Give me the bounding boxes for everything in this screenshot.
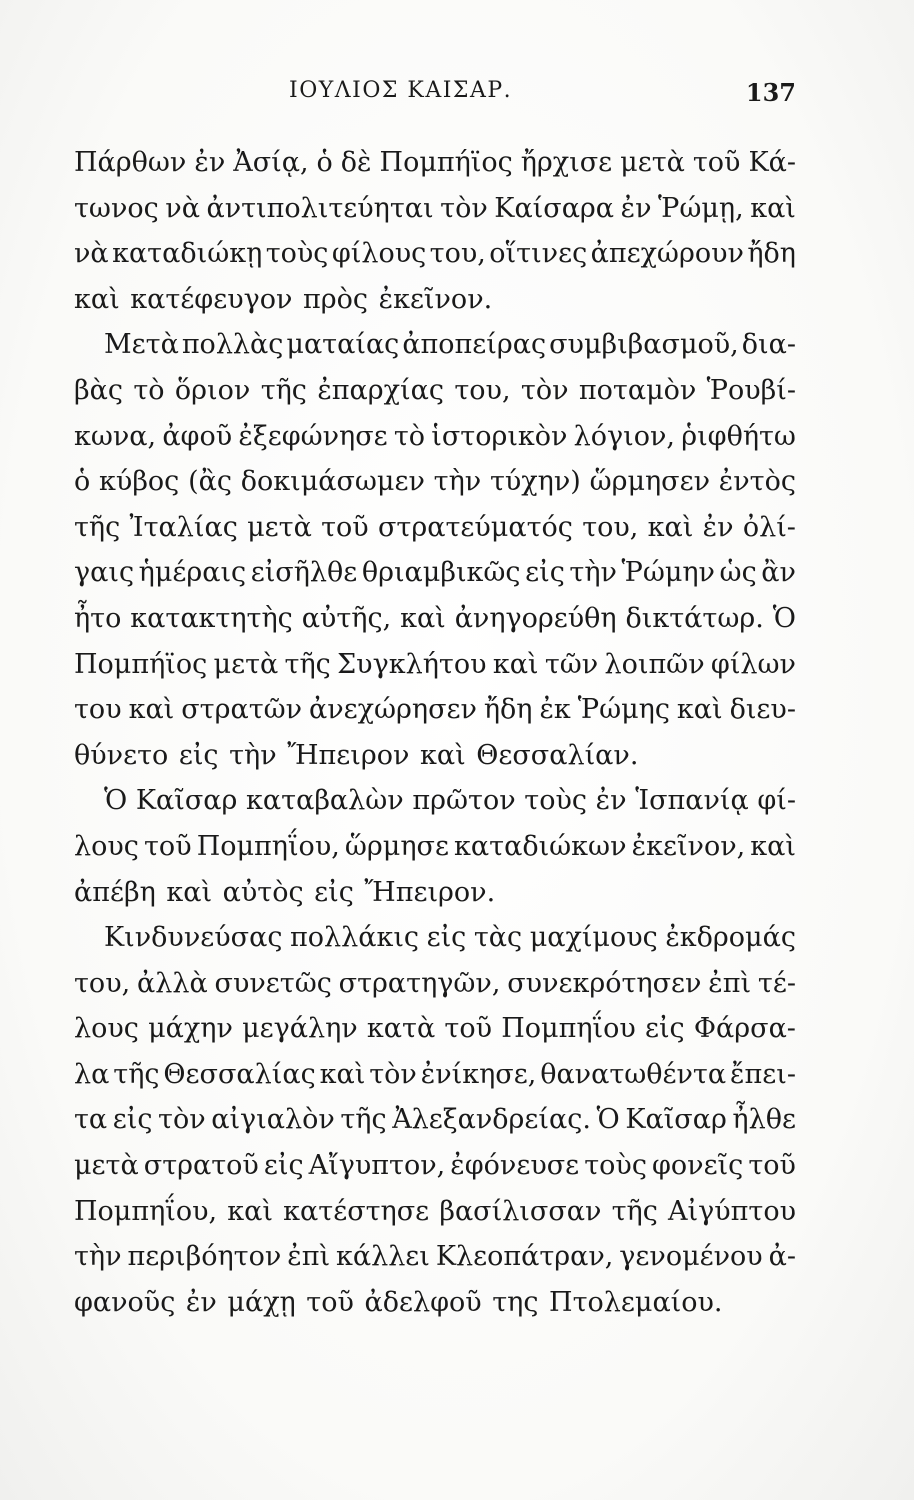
text-line: γαις ἡμέραις εἰσῆλθε θριαμβικῶς εἰς τὴν Ῥώμην ὡς ἂν [74, 557, 796, 589]
text-line: λους μάχην μεγάλην κατὰ τοῦ Πομπηΐου εἰς Φάρσα- [74, 1013, 796, 1045]
text-line: ἀπέβη καὶ αὐτὸς εἰς Ἤπειρον. [74, 876, 496, 908]
text-line: φανοῦς ἐν μάχῃ τοῦ ἀδελφοῦ της Πτολεμαίου. [74, 1286, 723, 1318]
text-line: καὶ κατέφευγον πρὸς ἐκεῖνον. [74, 283, 493, 315]
text-line: Πομπήϊος μετὰ τῆς Συγκλήτου καὶ τῶν λοιπῶν φίλων [74, 648, 796, 680]
paragraph [74, 778, 796, 915]
text-line: Κινδυνεύσας πολλάκις εἰς τὰς μαχίμους ἐκδρομάς [104, 922, 796, 954]
text-line: Πάρθων ἐν Ἀσίᾳ, ὁ δὲ Πομπήϊος ἤρχισε μετὰ τοῦ Κά- [74, 147, 796, 178]
text-line: του καὶ στρατῶν ἀνεχώρησεν ἤδη ἐκ Ῥώμης καὶ διευ- [74, 694, 796, 726]
paragraph [74, 915, 796, 1325]
text-line: λους τοῦ Πομπηΐου, ὥρμησε καταδιώκων ἐκεῖνον, καὶ [74, 830, 796, 862]
text-line: ἦτο κατακτητὴς αὐτῆς, καὶ ἀνηγορεύθη δικτάτωρ. Ὁ [74, 602, 796, 634]
body-text [74, 140, 796, 1325]
page-header [74, 78, 796, 118]
text-line: θύνετο εἰς τὴν Ἤπειρον καὶ Θεσσαλίαν. [74, 739, 639, 771]
text-line: ὁ κύβος (ἂς δοκιμάσωμεν τὴν τύχην) ὥρμησεν ἐντὸς [74, 466, 796, 498]
text-line: του, ἀλλὰ συνετῶς στρατηγῶν, συνεκρότησεν ἐπὶ τέ- [74, 967, 796, 999]
text-line: νὰ καταδιώκῃ τοὺς φίλους του, οἵτινες ἀπεχώρουν ἤδη [74, 238, 796, 270]
text-line: κωνα, ἀφοῦ ἐξεφώνησε τὸ ἱστορικὸν λόγιον, ῥιφθήτω [74, 420, 796, 452]
text-line: μετὰ στρατοῦ εἰς Αἴγυπτον, ἐφόνευσε τοὺς φονεῖς τοῦ [74, 1150, 796, 1182]
text-line: Πομπηΐου, καὶ κατέστησε βασίλισσαν τῆς Αἰγύπτου [74, 1195, 796, 1227]
text-line: Μετὰ πολλὰς ματαίας ἀποπείρας συμβιβασμοῦ, δια- [104, 329, 796, 361]
text-line: τωνος νὰ ἀντιπολιτεύηται τὸν Καίσαρα ἐν Ῥώμῃ, καὶ [74, 192, 796, 224]
page-number: 137 [745, 78, 796, 107]
paragraph [74, 140, 796, 322]
paragraph [74, 322, 796, 778]
text-line: Ὁ Καῖσαρ καταβαλὼν πρῶτον τοὺς ἐν Ἱσπανίᾳ φί- [104, 785, 796, 817]
text-line: τὴν περιβόητον ἐπὶ κάλλει Κλεοπάτραν, γενομένου ἀ- [74, 1241, 796, 1273]
running-head: ΙΟΥΛΙΟΣ ΚΑΙΣΑΡ. [289, 78, 513, 103]
text-line: βὰς τὸ ὅριον τῆς ἐπαρχίας του, τὸν ποταμὸν Ῥουβί- [74, 374, 796, 406]
text-line: λα τῆς Θεσσαλίας καὶ τὸν ἐνίκησε, θανατωθέντα ἔπει- [74, 1058, 796, 1090]
text-line: τα εἰς τὸν αἰγιαλὸν τῆς Ἀλεξανδρείας. Ὁ Καῖσαρ ἦλθε [74, 1104, 796, 1136]
text-line: τῆς Ἰταλίας μετὰ τοῦ στρατεύματός του, καὶ ἐν ὀλί- [74, 511, 796, 543]
